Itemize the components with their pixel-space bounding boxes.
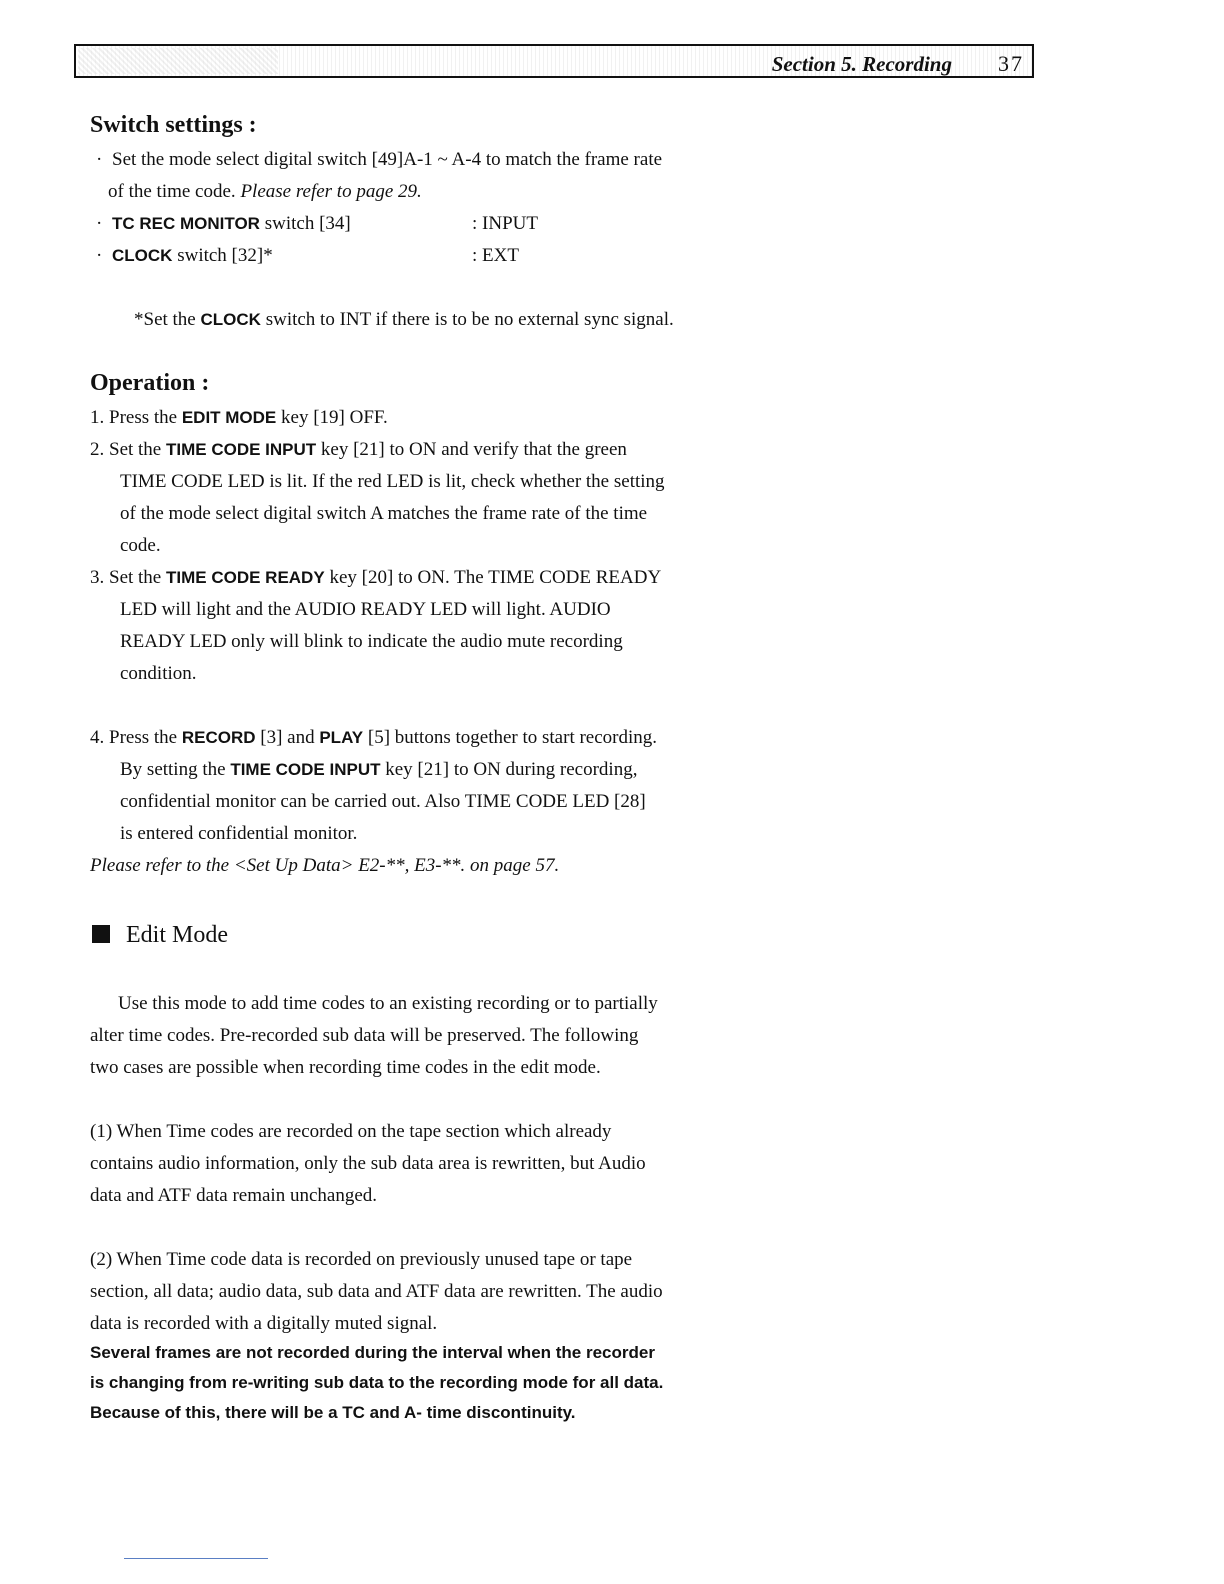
operation-step-1: 1. Press the EDIT MODE key [19] OFF. — [90, 407, 388, 428]
warning-line-1: Several frames are not recorded during the interval when the recorder — [90, 1343, 655, 1362]
edit-mode-case-2-line-1: (2) When Time code data is recorded on previously unused tape or tape — [90, 1249, 633, 1270]
edit-mode-heading: Edit Mode — [92, 922, 228, 949]
clock-value: : EXT — [472, 245, 519, 266]
operation-step-3-line-4: condition. — [120, 663, 197, 684]
clock-footnote: *Set the CLOCK switch to INT if there is to be no external sync signal. — [134, 309, 674, 330]
edit-mode-case-1-line-1: (1) When Time codes are recorded on the tape section which already — [90, 1121, 612, 1142]
edit-mode-case-2-line-2: section, all data; audio data, sub data and ATF data are rewritten. The audio — [90, 1281, 663, 1302]
operation-step-2-line-3: of the mode select digital switch A matches the frame rate of the time — [120, 503, 648, 524]
operation-step-3: 3. Set the TIME CODE READY key [20] to ON. The TIME CODE READY — [90, 567, 662, 588]
tc-rec-monitor-value: : INPUT — [472, 213, 538, 234]
warning-line-2: is changing from re-writing sub data to the recording mode for all data. — [90, 1373, 664, 1392]
switch-settings-heading: Switch settings : — [90, 112, 257, 138]
edit-mode-case-1-line-3: data and ATF data remain unchanged. — [90, 1185, 378, 1206]
page-number: 37 — [998, 51, 1024, 76]
operation-step-2-line-2: TIME CODE LED is lit. If the red LED is lit, check whether the setting — [120, 471, 665, 492]
operation-step-4-line-3: confidential monitor can be carried out. Also TIME CODE LED [28] — [120, 791, 646, 812]
edit-mode-intro-line-3: two cases are possible when recording time codes in the edit mode. — [90, 1057, 601, 1078]
edit-mode-case-2-line-3: data is recorded with a digitally muted signal. — [90, 1313, 438, 1334]
page-header — [74, 44, 1034, 78]
edit-mode-intro-line-1: Use this mode to add time codes to an existing recording or to partially — [118, 993, 658, 1014]
operation-step-3-line-2: LED will light and the AUDIO READY LED will light. AUDIO — [120, 599, 611, 620]
operation-step-2-line-4: code. — [120, 535, 161, 556]
operation-heading: Operation : — [90, 370, 210, 396]
section-title: Section 5. Recording — [771, 52, 952, 76]
edit-mode-intro-line-2: alter time codes. Pre-recorded sub data will be preserved. The following — [90, 1025, 639, 1046]
operation-step-4-line-2: By setting the TIME CODE INPUT key [21] to ON during recording, — [120, 759, 638, 780]
operation-step-4-line-4: is entered confidential monitor. — [120, 823, 358, 844]
footer-rule — [124, 1558, 268, 1559]
page-reference: Please refer to page 29. — [240, 181, 422, 202]
operation-step-2: 2. Set the TIME CODE INPUT key [21] to ON and verify that the green — [90, 439, 627, 460]
clock-setting: · CLOCK switch [32]* — [96, 245, 273, 266]
operation-step-4: 4. Press the RECORD [3] and PLAY [5] buttons together to start recording. — [90, 727, 658, 748]
warning-line-3: Because of this, there will be a TC and A- time discontinuity. — [90, 1403, 576, 1422]
operation-step-3-line-3: READY LED only will blink to indicate the audio mute recording — [120, 631, 623, 652]
tc-rec-monitor-setting: · TC REC MONITOR switch [34] — [96, 213, 351, 234]
switch-setting-line-2: of the time code. Please refer to page 29. — [108, 181, 422, 202]
square-bullet-icon — [92, 925, 110, 943]
edit-mode-case-1-line-2: contains audio information, only the sub data area is rewritten, but Audio — [90, 1153, 646, 1174]
switch-setting-line-1: · Set the mode select digital switch [49]A-1 ~ A-4 to match the frame rate — [96, 149, 663, 170]
header-texture — [78, 48, 278, 74]
setup-data-reference: Please refer to the <Set Up Data> E2-**, E3-**. on page 57. — [90, 855, 560, 876]
